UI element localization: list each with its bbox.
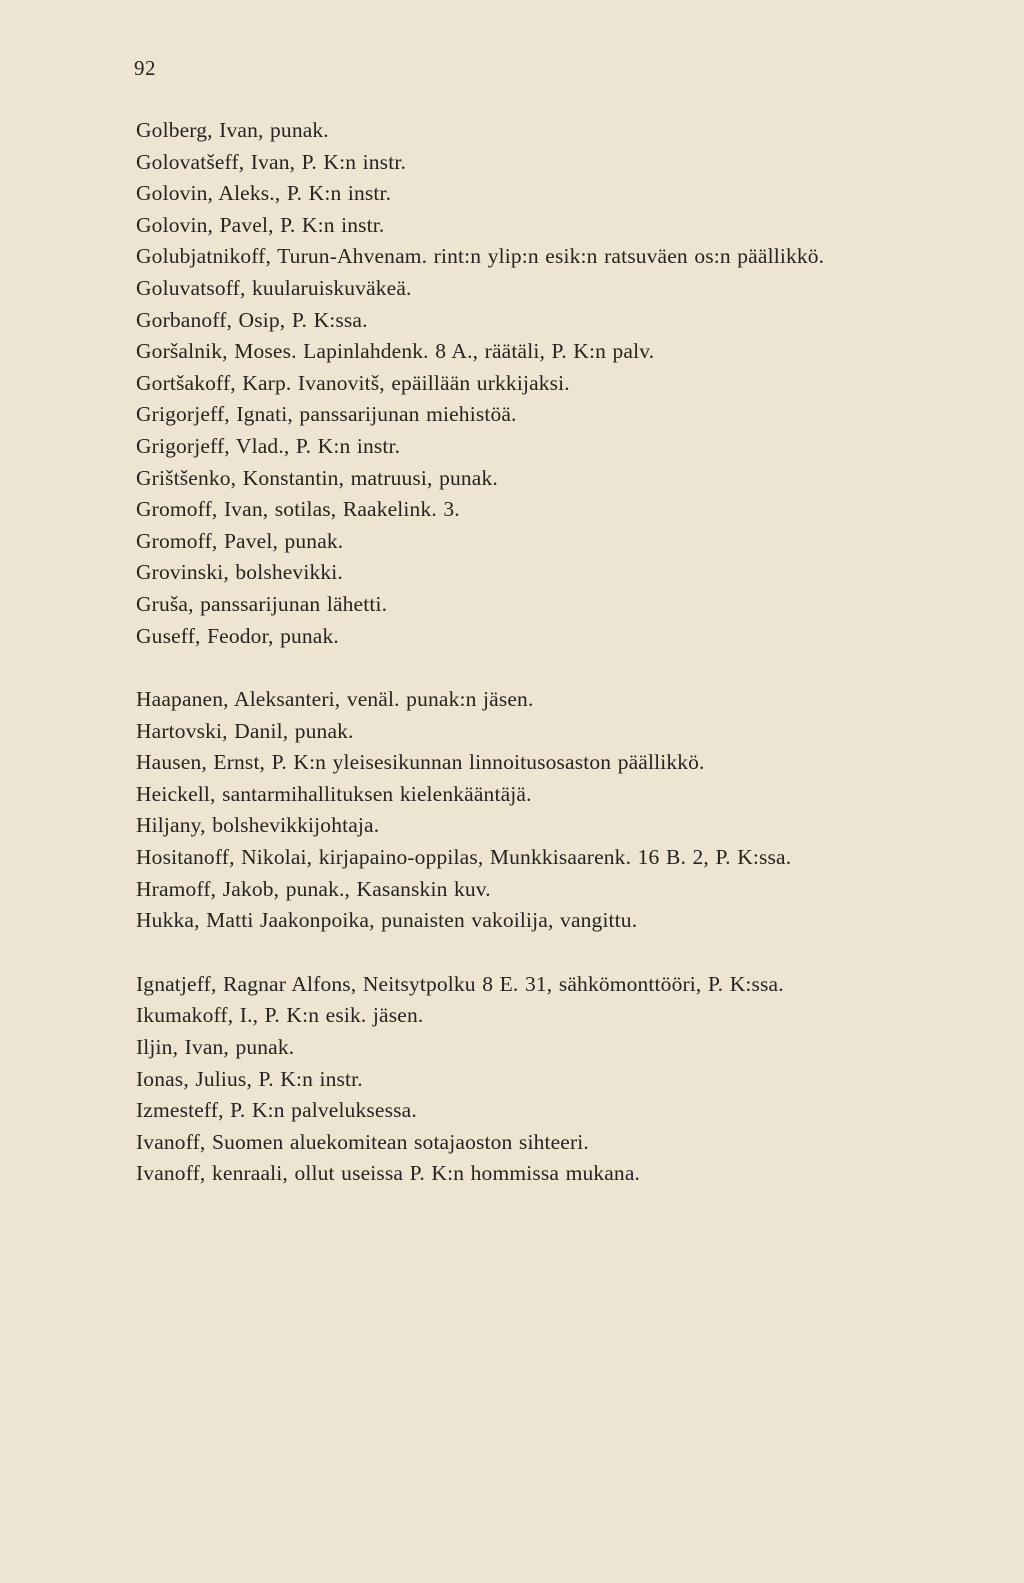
- register-group-i: [136, 969, 926, 1190]
- register-entry: Gortšakoff, Karp. Ivanovitš, epäillään urkkijaksi.: [136, 370, 570, 395]
- register-entry: Ikumakoff, I., P. K:n esik. jäsen.: [136, 1003, 424, 1028]
- register-entry: Gromoff, Pavel, punak.: [136, 528, 344, 553]
- page-number: 92: [134, 56, 156, 80]
- register-entry: Ivanoff, kenraali, ollut useissa P. K:n hommissa mukana.: [136, 1161, 641, 1186]
- register-entry: Hiljany, bolshevikkijohtaja.: [136, 813, 380, 838]
- register-entry: Hartovski, Danil, punak.: [136, 718, 354, 743]
- register-entry: Guseff, Feodor, punak.: [136, 623, 339, 648]
- register-entry: Heickell, santarmihallituksen kielenkääntäjä.: [136, 781, 532, 806]
- register-entry: Golovin, Pavel, P. K:n instr.: [136, 212, 385, 237]
- register-entry: Ivanoff, Suomen aluekomitean sotajaoston sihteeri.: [136, 1129, 589, 1154]
- register-entry: Gorbanoff, Osip, P. K:ssa.: [136, 307, 368, 332]
- register-group-g: [136, 115, 926, 652]
- register-entry: Hositanoff, Nikolai, kirjapaino-oppilas, Munkkisaarenk. 16 B. 2, P. K:ssa.: [136, 845, 792, 870]
- register-entry: Goršalnik, Moses. Lapinlahdenk. 8 A., räätäli, P. K:n palv.: [136, 339, 655, 364]
- register-entry: Grigorjeff, Vlad., P. K:n instr.: [136, 433, 401, 458]
- register-entry: Goluvatsoff, kuularuiskuväkeä.: [136, 275, 412, 300]
- register-entry: Golubjatnikoff, Turun-Ahvenam. rint:n ylip:n esik:n ratsuväen os:n päällikkö.: [136, 244, 825, 269]
- register-entry: Gromoff, Ivan, sotilas, Raakelink. 3.: [136, 497, 460, 522]
- register-entry: Grištšenko, Konstantin, matruusi, punak.: [136, 465, 498, 490]
- register-entry: Ignatjeff, Ragnar Alfons, Neitsytpolku 8 E. 31, sähkömonttööri, P. K:ssa.: [136, 971, 784, 996]
- register-entry: Ionas, Julius, P. K:n instr.: [136, 1066, 363, 1091]
- register-entry: Iljin, Ivan, punak.: [136, 1035, 295, 1060]
- register-entry: Hukka, Matti Jaakonpoika, punaisten vakoilija, vangittu.: [136, 908, 638, 933]
- register-entry: Golovin, Aleks., P. K:n instr.: [136, 181, 392, 206]
- register-entry: Gruša, panssarijunan lähetti.: [136, 591, 388, 616]
- register-entry: Grigorjeff, Ignati, panssarijunan miehistöä.: [136, 402, 517, 427]
- register-entry: Golberg, Ivan, punak.: [136, 118, 329, 142]
- register-entry: Haapanen, Aleksanteri, venäl. punak:n jäsen.: [136, 687, 534, 712]
- name-register: [136, 115, 926, 1190]
- register-entry: Golovatšeff, Ivan, P. K:n instr.: [136, 149, 406, 174]
- register-group-h: [136, 684, 926, 937]
- register-entry: Hramoff, Jakob, punak., Kasanskin kuv.: [136, 876, 491, 901]
- register-entry: Izmesteff, P. K:n palveluksessa.: [136, 1098, 417, 1123]
- register-entry: Hausen, Ernst, P. K:n yleisesikunnan linnoitusosaston päällikkö.: [136, 750, 705, 775]
- register-entry: Grovinski, bolshevikki.: [136, 560, 343, 585]
